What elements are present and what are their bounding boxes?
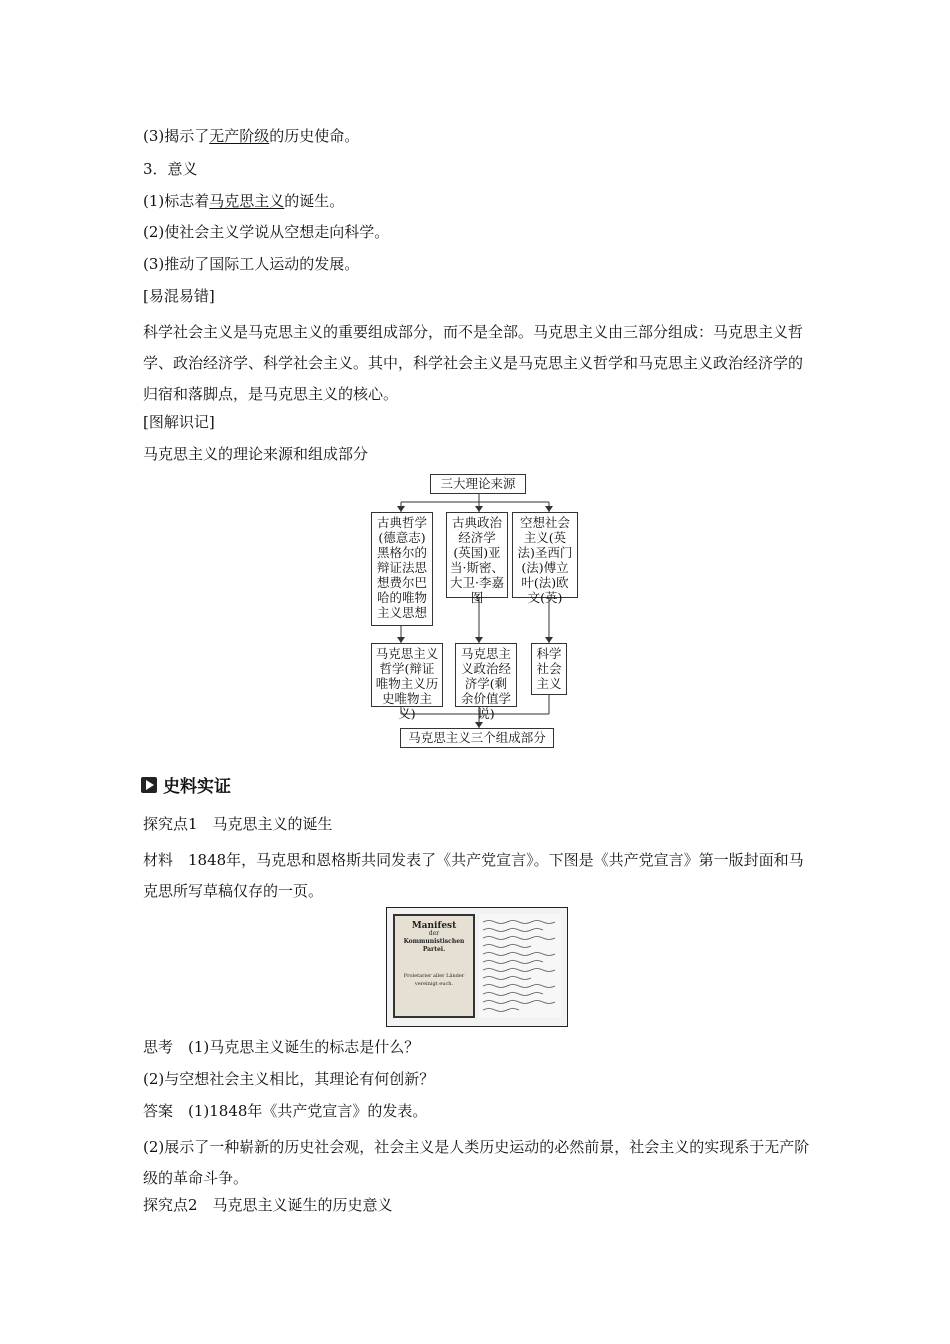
underlined-term: 马克思主义 [209,192,285,210]
diagram-source-economics: 古典政治经济学(英国)亚当·斯密、大卫·李嘉图 [446,512,508,598]
significance-3: (3)推动了国际工人运动的发展。 [143,255,360,273]
significance-1: (1)标志着马克思主义的诞生。 [143,192,345,210]
answer-1: 答案 (1)1848年《共产党宣言》的发表。 [143,1102,428,1120]
underlined-term: 无产阶级 [209,127,270,145]
diagram-source-utopian: 空想社会主义(英法)圣西门(法)傅立叶(法)欧文(英) [512,512,578,598]
heading-significance: 3．意义 [143,160,198,178]
confusion-label: [易混易错] [143,287,215,305]
diagram-bottom-box: 马克思主义三个组成部分 [400,728,554,748]
manifesto-cover: Manifest der Kommunistischen Partei. Proletarier aller Länder vereinigt euch. [393,914,475,1018]
diagram-top-box: 三大理论来源 [430,474,526,494]
diagram-part-philosophy: 马克思主义哲学(辩证唯物主义历史唯物主义) [371,643,443,707]
think-question-2: (2)与空想社会主义相比，其理论有何创新？ [143,1070,435,1088]
probe-point-2: 探究点2 马克思主义诞生的历史意义 [143,1196,393,1214]
section-title: 史料实证 [163,777,231,797]
diagram-source-philosophy: 古典哲学(德意志)黑格尔的辩证法思想费尔巴哈的唯物主义思想 [371,512,433,626]
manuscript-page [479,914,561,1018]
significance-2: (2)使社会主义学说从空想走向科学。 [143,223,390,241]
play-triangle-icon [141,777,157,793]
material-text: 材料 1848年，马克思和恩格斯共同发表了《共产党宣言》。下图是《共产党宣言》第一版封面和马克思所写草稿仅存的一页。 [143,851,804,900]
diagram-part-scientific-socialism: 科学社会主义 [531,643,567,695]
diagram-caption: 马克思主义的理论来源和组成部分 [143,445,369,463]
answer-2: (2)展示了一种崭新的历史社会观，社会主义是人类历史运动的必然前景，社会主义的实现系于无产阶级的革命斗争。 [143,1138,810,1187]
diagram-part-economics: 马克思主义政治经济学(剩余价值学说) [455,643,517,707]
section-heading [141,772,231,797]
probe-point-1: 探究点1 马克思主义的诞生 [143,815,333,833]
diagram-label: [图解识记] [143,413,215,431]
think-question-1: 思考 (1)马克思主义诞生的标志是什么？ [143,1038,420,1056]
confusion-text: 科学社会主义是马克思主义的重要组成部分，而不是全部。马克思主义由三部分组成：马克思主义哲学、政治经济学、科学社会主义。其中，科学社会主义是马克思主义哲学和马克思主义政治经济学的归宿和落脚点，是马克思主义的核心。 [143,323,804,403]
manifesto-photo [386,907,568,1027]
paragraph-historic-mission: (3)揭示了无产阶级的历史使命。 [143,127,360,145]
